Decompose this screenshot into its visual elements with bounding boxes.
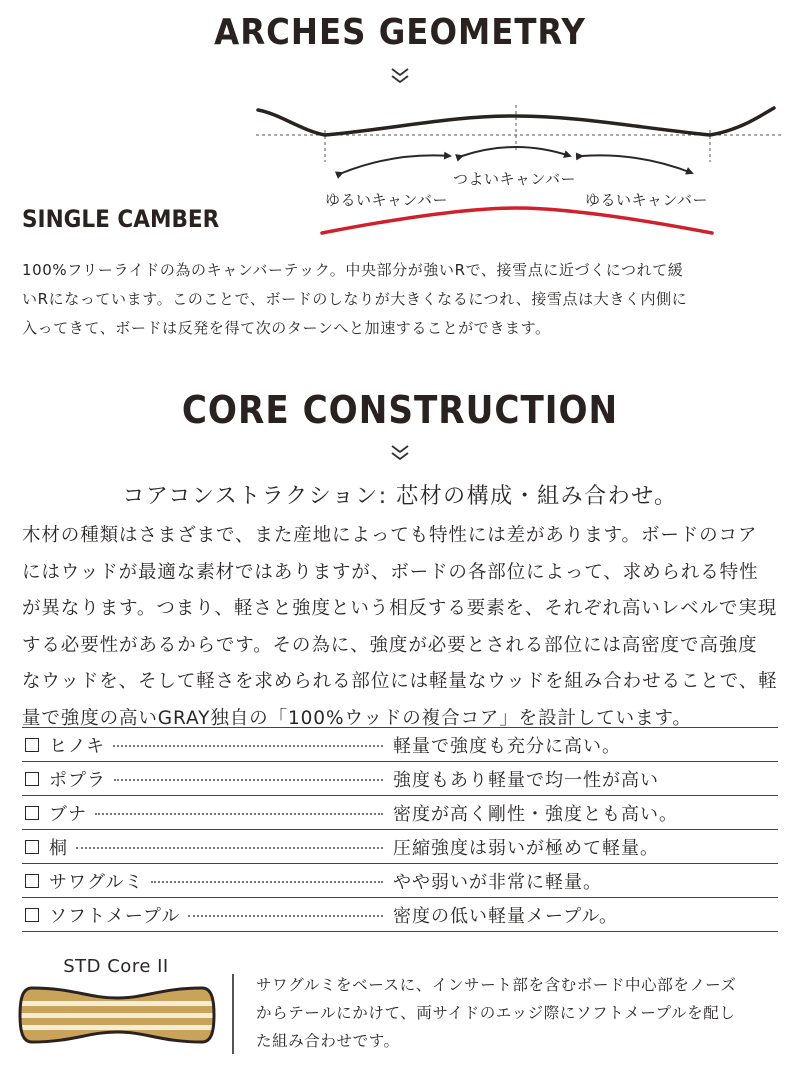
wood-name: 桐 — [49, 837, 68, 859]
std-core-description-line: サワグルミをベースに、インサート部を含むボード中心部をノーズ — [256, 976, 737, 994]
core-description-line: 量で強度の高いGRAY独自の「100%ウッドの複合コア」を設計しています。 — [22, 707, 692, 729]
core-description-line: が異なります。つまり、軽さと強度という相反する要素を、それぞれ高いレベルで実現 — [22, 598, 778, 619]
strong-camber-label: つよいキャンバー — [453, 170, 576, 188]
std-core-description — [256, 971, 791, 1055]
core-description-line: なウッドを、そして軽さを求められる部位には軽量なウッドを組み合わせることで、軽 — [22, 671, 778, 692]
wood-description: 強度もあり軽量で均一性が高い — [393, 769, 659, 791]
table-row — [22, 727, 778, 762]
dotted-leader — [114, 779, 383, 781]
wood-types-table — [22, 727, 778, 932]
core-title: CORE CONSTRUCTION — [181, 388, 619, 432]
weak-camber-left-arrow — [342, 155, 450, 173]
std-core-description-line: た組み合わせです。 — [256, 1032, 400, 1050]
weak-camber-right-arrow — [582, 155, 692, 173]
arches-description-line: 入ってきて、ボードは反発を得て次のターンへと加速することができます。 — [22, 319, 551, 337]
checkbox-square-icon — [25, 806, 39, 820]
dotted-leader — [76, 847, 383, 849]
checkbox-square-icon — [25, 772, 39, 786]
table-row — [22, 898, 778, 932]
weak-camber-right-label: ゆるいキャンバー — [585, 191, 708, 209]
wood-description: 密度の低い軽量メープル。 — [393, 905, 618, 927]
core-diagram — [18, 984, 216, 1046]
wood-name: ソフトメープル — [49, 905, 181, 927]
core-description — [22, 518, 787, 737]
arches-description — [22, 256, 782, 343]
table-row — [22, 762, 778, 796]
wood-name: ヒノキ — [49, 735, 106, 757]
checkbox-square-icon — [25, 738, 39, 752]
camber-curve — [322, 208, 712, 233]
table-row — [22, 796, 778, 830]
weak-camber-left-label: ゆるいキャンバー — [325, 191, 448, 209]
wood-name: ブナ — [49, 803, 87, 825]
checkbox-square-icon — [25, 908, 39, 922]
wood-description: 密度が高く剛性・強度とも高い。 — [393, 803, 678, 825]
camber-type-title: SINGLE CAMBER — [22, 205, 220, 233]
checkbox-square-icon — [25, 840, 39, 854]
table-row — [22, 864, 778, 898]
dotted-leader — [151, 881, 383, 883]
dotted-leader — [95, 813, 383, 815]
table-row — [22, 830, 778, 864]
wood-description: 軽量で強度も充分に高い。 — [393, 735, 621, 757]
arches-title: ARCHES GEOMETRY — [214, 12, 586, 53]
wood-description: 圧縮強度は弱いが極めて軽量。 — [393, 837, 659, 859]
core-description-line: 木材の種類はさまざまで、また産地によっても特性には差があります。ボードのコア — [22, 525, 758, 546]
wood-name: ポプラ — [49, 769, 106, 791]
dotted-leader — [113, 745, 383, 747]
wood-description: やや弱いが非常に軽量。 — [393, 871, 602, 893]
std-core-label: STD Core II — [63, 956, 169, 977]
core-subtitle: コアコンストラクション: 芯材の構成・組み合わせ。 — [122, 484, 678, 509]
dotted-leader — [188, 915, 383, 917]
arches-description-line: いRになっています。このことで、ボードのしなりが大きくなるにつれ、接雪点は大きく内側に — [22, 290, 688, 308]
chevron-down-icon — [390, 443, 410, 463]
core-description-line: にはウッドが最適な素材ではありますが、ボードの各部位によって、求められる特性 — [22, 561, 759, 583]
chevron-down-icon — [390, 66, 410, 86]
checkbox-square-icon — [25, 874, 39, 888]
std-core-description-line: からテールにかけて、両サイドのエッジ際にソフトメープルを配し — [256, 1004, 736, 1022]
divider — [232, 974, 234, 1054]
core-description-line: する必要性があるからです。その為に、強度が必要とされる部位には高密度で高強度 — [22, 634, 758, 656]
arches-description-line: 100%フリーライドの為のキャンバーテック。中央部分が強いRで、接雪点に近づくにつれて緩 — [22, 261, 684, 279]
wood-name: サワグルミ — [49, 871, 144, 893]
